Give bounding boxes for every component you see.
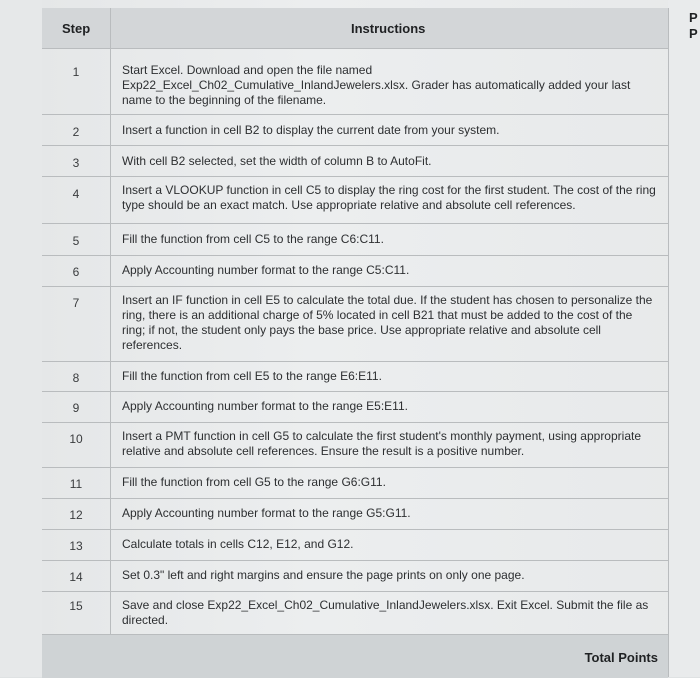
step-number: 8	[72, 371, 80, 385]
table-footer	[42, 634, 668, 678]
table-row	[42, 467, 668, 499]
step-text: Insert a PMT function in cell G5 to calculate the first student's monthly payment, using appropriate relative and absolute cell references. Ensure the result is a positive number.	[122, 429, 641, 458]
step-text: Save and close Exp22_Excel_Ch02_Cumulative_InlandJewelers.xlsx. Exit Excel. Submit the file as directed.	[122, 598, 649, 627]
step-number: 12	[69, 508, 83, 522]
step-text: Fill the function from cell G5 to the range G6:G11.	[122, 475, 386, 489]
header-points-label: P	[689, 26, 698, 41]
step-number: 5	[72, 234, 80, 248]
total-points-label: Total Points	[584, 650, 658, 665]
step-text: Apply Accounting number format to the range E5:E11.	[122, 399, 408, 413]
step-number: 10	[69, 432, 83, 446]
table-row	[42, 361, 668, 392]
step-number: 9	[72, 401, 80, 415]
table-row	[42, 114, 668, 146]
table-row	[42, 223, 668, 256]
table-row	[42, 286, 668, 362]
table-row	[42, 591, 668, 635]
table-row	[42, 176, 668, 224]
step-number: 3	[72, 156, 80, 170]
step-number: 11	[69, 477, 83, 491]
step-text: Apply Accounting number format to the range G5:G11.	[122, 506, 411, 520]
header-instructions-label: Instructions	[351, 21, 426, 36]
step-text: Set 0.3" left and right margins and ensure the page prints on only one page.	[122, 568, 525, 582]
table-row	[42, 560, 668, 592]
table-row	[42, 498, 668, 530]
header-instructions	[111, 8, 668, 48]
step-number: 4	[72, 187, 80, 201]
step-number: 15	[69, 599, 83, 613]
table-row	[42, 145, 668, 177]
step-text: Start Excel. Download and open the file named Exp22_Excel_Ch02_Cumulative_InlandJewelers.xlsx. Grader has automatically added your last name to the beginning of the filename.	[122, 63, 631, 107]
step-text: Insert an IF function in cell E5 to calculate the total due. If the student has chosen to personalize the ring, there is an additional charge of 5% located in cell B21 that must be added to the cost of the ring; if not, the student only pays the base price. Use appropriate relative and absolute cell references.	[122, 293, 653, 352]
step-number: 7	[72, 296, 80, 310]
table-row	[42, 529, 668, 561]
step-number: 1	[72, 65, 80, 79]
step-number: 2	[72, 125, 80, 139]
step-text: Fill the function from cell C5 to the range C6:C11.	[122, 232, 384, 246]
header-step-label: Step	[62, 21, 91, 36]
table-row	[42, 422, 668, 468]
step-text: Insert a function in cell B2 to display the current date from your system.	[122, 123, 500, 137]
points-column	[668, 0, 700, 677]
step-number: 6	[72, 265, 80, 279]
step-text: With cell B2 selected, set the width of column B to AutoFit.	[122, 154, 432, 168]
header-points-label-top: P	[689, 10, 698, 25]
left-margin	[0, 0, 42, 677]
table-row	[42, 255, 668, 287]
table-row	[42, 391, 668, 423]
step-number: 14	[69, 570, 83, 584]
step-number: 13	[69, 539, 83, 553]
step-text: Insert a VLOOKUP function in cell C5 to display the ring cost for the first student. The cost of the ring type should be an exact match. Use appropriate relative and absolute cell references.	[122, 183, 656, 212]
col-divider-right	[668, 8, 669, 677]
step-text: Apply Accounting number format to the range C5:C11.	[122, 263, 410, 277]
step-text: Fill the function from cell E5 to the range E6:E11.	[122, 369, 382, 383]
step-text: Calculate totals in cells C12, E12, and G12.	[122, 537, 354, 551]
header-points	[669, 8, 700, 48]
table-row	[42, 48, 668, 115]
header-step	[42, 8, 110, 48]
